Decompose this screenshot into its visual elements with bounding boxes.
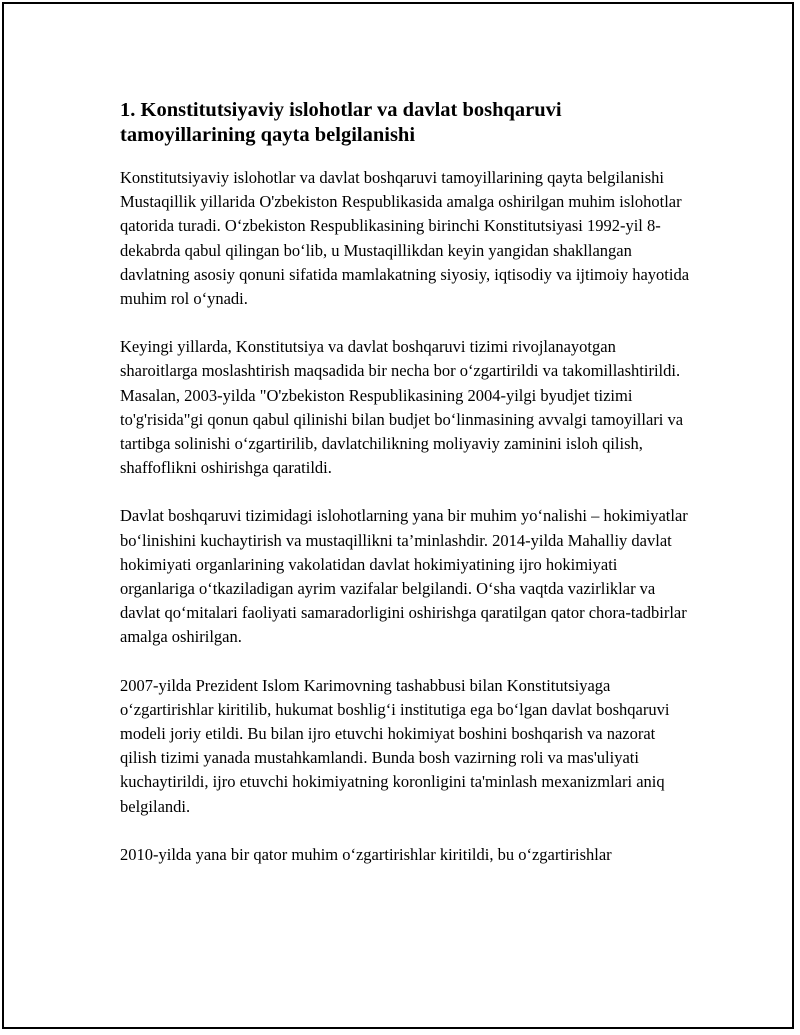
document-body [120,98,690,891]
paragraph: Davlat boshqaruvi tizimidagi islohotlarning yana bir muhim yo‘nalishi – hokimiyatlar bo‘linishini kuchaytirish va mustaqillikni ta’minlashdir. 2014-yilda Mahalliy davlat hokimiyati organlarining vakolatidan davlat hokimiyatining ijro hokimiyati organlariga o‘tkaziladigan ayrim vazifalar belgilandi. O‘sha vaqtda vazirliklar va davlat qo‘mitalari faoliyati samaradorligini oshirishga qaratilgan qator chora-tadbirlar amalga oshirilgan. [120,506,688,647]
section-heading: 1. Konstitutsiyaviy islohotlar va davlat boshqaruvi tamoyillarining qayta belgilanishi [120,99,562,146]
paragraph: 2007-yilda Prezident Islom Karimovning tashabbusi bilan Konstitutsiyaga o‘zgartirishlar kiritilib, hukumat boshlig‘i institutiga ega bo‘lgan davlat boshqaruvi modeli joriy etildi. Bu bilan ijro etuvchi hokimiyat boshini boshqarish va nazorat qilish tizimi yanada mustahkamlandi. Bunda bosh vazirning roli va mas'uliyati kuchaytirildi, ijro etuvchi hokimiyatning koronligini ta'minlash mexanizmlari aniq belgilandi. [120,675,670,816]
paragraph: Keyingi yillarda, Konstitutsiya va davlat boshqaruvi tizimi rivojlanayotgan sharoitlarga moslashtirish maqsadida bir necha bor o‘zgartirildi va takomillashtirildi. Masalan, 2003-yilda "O'zbekiston Respublikasining 2004-yilgi byudjet tizimi to'g'risida"gi qonun qabul qilinishi bilan budjet bo‘linmasining avvalgi tamoyillari va tartibga solinishi o‘zgartirilib, davlatchilikning moliyaviy zaminini isloh qilish, shaffoflikni oshirishga qaratildi. [120,337,684,478]
document-page [2,2,794,1029]
paragraph: 2010-yilda yana bir qator muhim o‘zgartirishlar kiritildi, bu o‘zgartirishlar [120,844,612,864]
paragraph: Konstitutsiyaviy islohotlar va davlat boshqaruvi tamoyillarining qayta belgilanishi Mustaqillik yillarida O'zbekiston Respublikasida amalga oshirilgan muhim islohotlar qatorida turadi. O‘zbekiston Respublikasining birinchi Konstitutsiyasi 1992-yil 8-dekabrda qabul qilingan bo‘lib, u Mustaqillikdan keyin yangidan shakllangan davlatning asosiy qonuni sifatida mamlakatning siyosiy, iqtisodiy va ijtimoiy hayotida muhim rol o‘ynadi. [120,168,690,309]
